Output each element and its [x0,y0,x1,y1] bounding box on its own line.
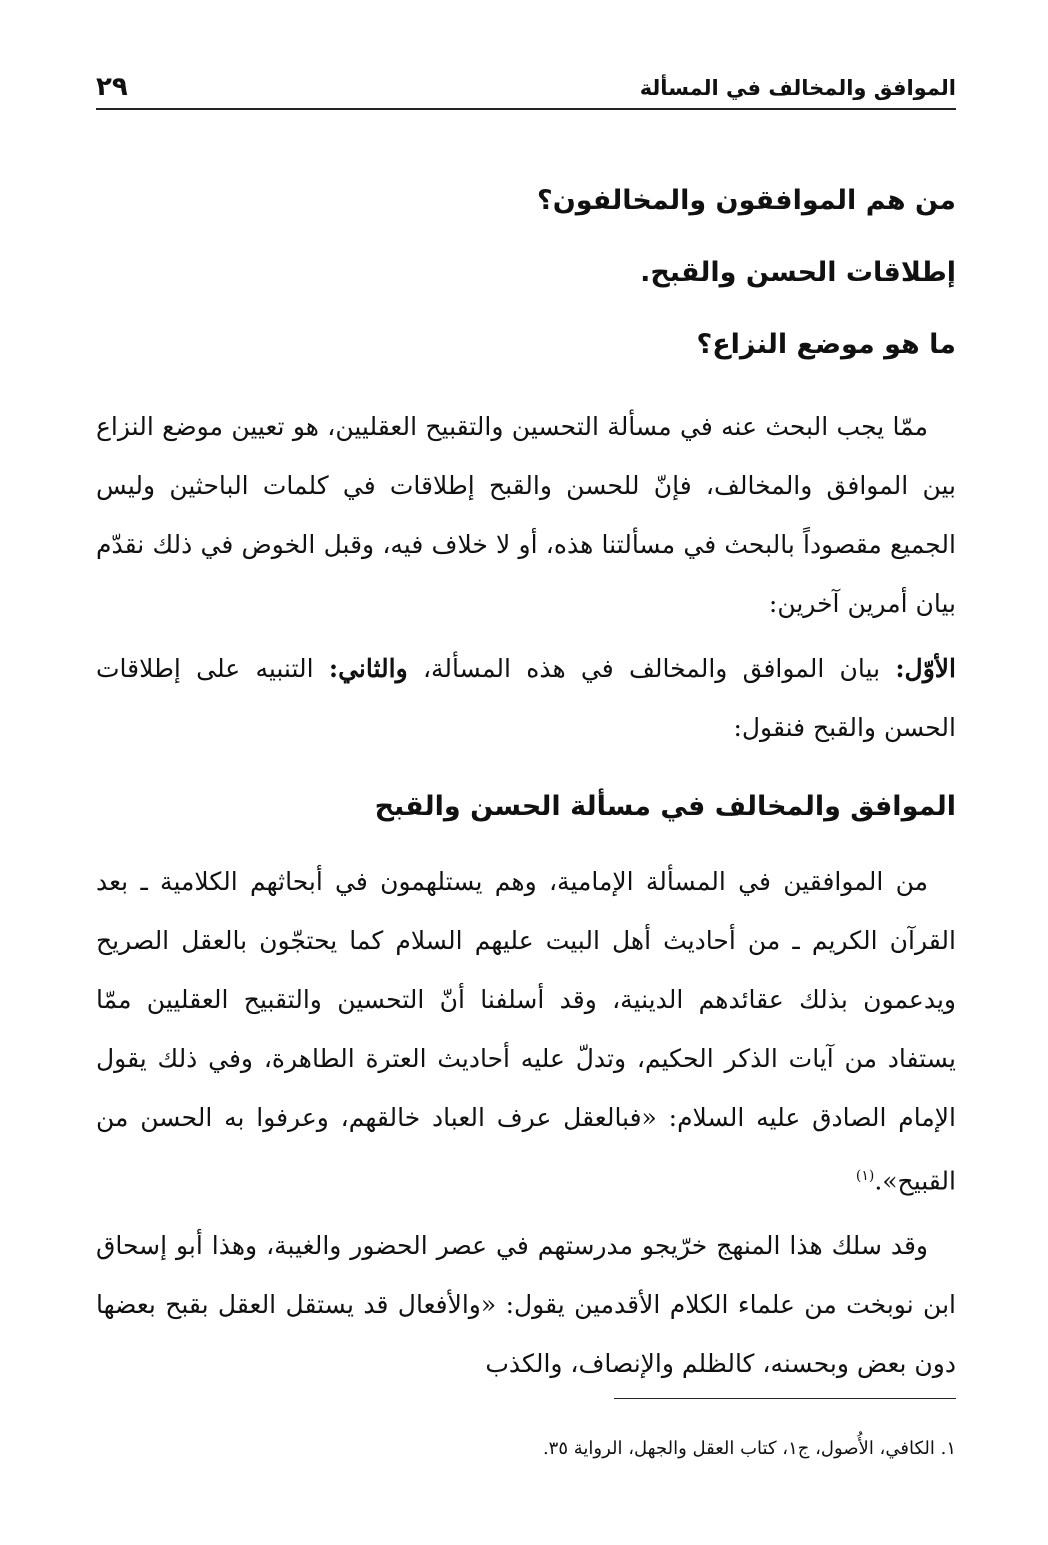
second-label: والثاني: [328,654,408,683]
section-paragraph: وقد سلك هذا المنهج خرّيجو مدرستهم في عصر الحضور والغيبة، وهذا أبو إسحاق ابن نوبخت من علماء الكلام الأقدمين يقول: «والأفعال قد يستقل العقل بقبح بعضها دون بعض وبحسنه، كالظلم والإنصاف، والكذب [96,1231,956,1379]
page-number: ٢٩ [96,72,128,102]
section-title: الموافق والمخالف في مسألة الحسن والقبح [374,791,956,822]
question-heading: ما هو موضع النزاع؟ [696,329,956,360]
footnote-ref: (١) [855,1168,875,1184]
page-body [96,165,956,1393]
question-heading: من هم الموافقون والمخالفون؟ [537,185,956,216]
question-heading: إطلاقات الحسن والقبح. [640,257,956,288]
first-text: بيان الموافق والمخالف في هذه المسألة، [407,654,896,683]
footnote: ١. الكافي، الأُصول، ج١، كتاب العقل والجهل، الرواية ٣٥. [542,1438,956,1459]
footnote-divider [614,1398,956,1399]
intro-paragraph: ممّا يجب البحث عنه في مسألة التحسين والتقبيح العقليين، هو تعيين موضع النزاع بين الموافق والمخالف، فإنّ للحسن والقبح إطلاقات في كلمات الباحثين وليس الجميع مقصوداً بالبحث في مسألتنا هذه، أو لا خلاف فيه، وقبل الخوض في ذلك نقدّم بيان أمرين آخرين: [96,412,956,618]
running-title: الموافق والمخالف في المسألة [639,76,956,100]
section-paragraph-text: من الموافقين في المسألة الإمامية، وهم يستلهمون في أبحاثهم الكلامية ـ بعد القرآن الكريم ـ من أحاديث أهل البيت عليهم السلام كما يحتجّون بالعقل الصريح ويدعمون بذلك عقائدهم الدينية، وقد أسلفنا أنّ التحسين والتقبيح العقليين ممّا يستفاد من آيات الذكر الحكيم، وتدلّ عليه أحاديث العترة الطاهرة، وفي ذلك يقول الإمام الصادق عليه السلام: «فبالعقل عرف العباد خالقهم، وعرفوا به الحسن من القبيح». [96,867,956,1196]
section-paragraph [96,852,956,1210]
intro-enumeration [96,639,956,757]
second-text: التنبيه على إطلاقات الحسن والقبح فنقول: [96,654,956,742]
running-header [96,64,956,110]
first-label: الأوّل: [895,654,956,683]
